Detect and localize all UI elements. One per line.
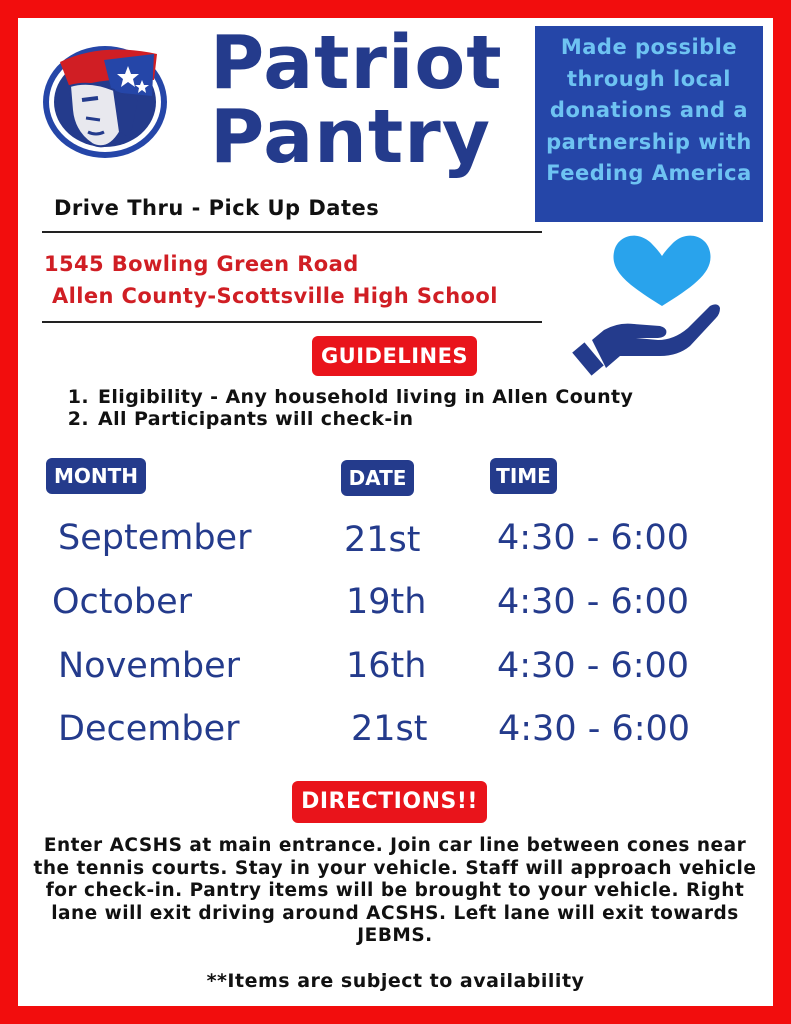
month-header: MONTH [46,458,146,494]
schedule-date: 21st [344,520,421,560]
date-header: DATE [341,460,414,496]
time-header: TIME [490,458,557,494]
address-school: Allen County-Scottsville High School [52,284,498,308]
availability-note: **Items are subject to availability [206,970,585,992]
donation-note: Made possible through local donations and a partnership with Feeding America [535,26,763,222]
guidelines-list [62,386,633,430]
address-block [44,248,498,312]
title-line-1: Patriot [210,20,503,106]
schedule-month: September [58,518,252,558]
directions-text: Enter ACSHS at main entrance. Join car line between cones near the tennis courts. Stay in your vehicle. Staff will approach vehicle for check-in. Pantry items will be brought to your vehicle. Right lane will exit driving around ACSHS. Left lane will exit towards JEBMS. [33,835,757,946]
directions-label: DIRECTIONS!! [292,781,487,823]
divider-top [42,231,542,233]
schedule-time: 4:30 - 6:00 [498,709,691,749]
schedule-month: October [52,582,193,622]
guidelines-label: GUIDELINES [312,336,477,376]
heart-in-hand-icon [570,228,730,378]
schedule-date: 16th [346,646,427,686]
guideline-item: 1. Eligibility - Any household living in Allen County [96,386,633,408]
divider-bottom [42,321,542,323]
drive-thru-heading: Drive Thru - Pick Up Dates [54,196,380,220]
schedule-month: December [58,709,240,749]
schedule-date: 19th [346,582,427,622]
guideline-item: 2. All Participants will check-in [96,408,633,430]
page-title [210,20,520,180]
schedule-time: 4:30 - 6:00 [497,582,690,622]
schedule-date: 21st [351,709,428,749]
title-line-2: Pantry [210,94,491,180]
patriot-mascot-logo [42,40,172,160]
schedule-month: November [58,646,241,686]
schedule-time: 4:30 - 6:00 [497,646,690,686]
schedule-time: 4:30 - 6:00 [497,518,690,558]
address-street: 1545 Bowling Green Road [44,252,359,276]
